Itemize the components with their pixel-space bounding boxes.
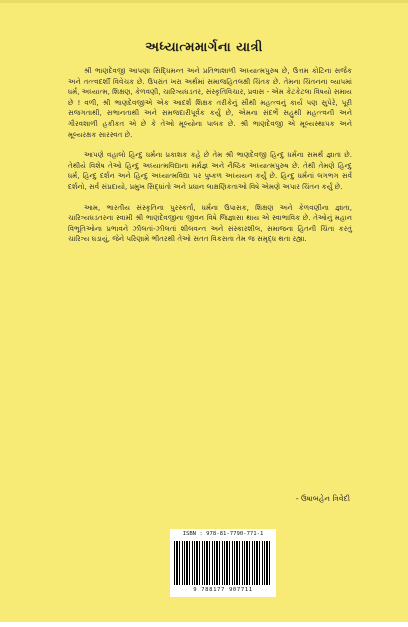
cover-bottom-edge	[0, 622, 408, 627]
page-title: અધ્યાત્મમાર્ગના યાત્રી	[145, 40, 263, 55]
paragraph-3: આમ, ભારતીય સંસ્કૃતિના પુરસ્કર્તા, ધર્મના ઉપાસક, શિક્ષણ અને કેળવણીના જ્ઞાતા, ચારિત્ર્યઘડતરના સ્વામી શ્રી ભાણદેવજીના જીવન વિષે જિજ્ઞાસા થાય એ સ્વાભાવિક છે. તેઓનું મહાન વિભૂતિઓના પ્રભાવને ઝીલતાં-ઝીલતાં શીલવન્ત અને સંસ્કારશીલ, સમાજના હિતની ચિંતા કરતું ચારિત્ર્ય ઘડાયું, જેને પરિણામે ભીતરથી તેઓ સતત વિકસતા તેમ જ સમૃદ્ધ થતા રહ્યા.	[68, 202, 352, 244]
barcode-panel	[170, 529, 276, 597]
blurb-text	[68, 66, 352, 255]
isbn-label: ISBN : 978-81-7790-771-1	[182, 531, 264, 537]
barcode-icon	[174, 541, 272, 585]
paragraph-1: શ્રી ભાણદેવજી આપણા સિદ્ધિમન્ત અને પ્રતિભાશાળી અધ્યાત્મપુરુષ છે, ઉત્તમ કોટિના સર્જક અને તત્ત્વદર્શી વિવેચક છે. ઉપરાંત ખરા અર્થમાં સમાજહિતલક્ષી ચિંતક છે. તેમના ચિંતનના વ્યાપમાં ધર્મ, અધ્યાત્મ, શિક્ષણ, કેળવણી, ચારિત્ર્યઘડતર, સંસ્કૃતિવિચાર, પ્રવાસ - એમ કેટકેટલા વિષયો સમાય છે ! વળી, શ્રી ભાણદેવજીએ એક આદર્શ શિક્ષક તરીકેનું સૌથી મહત્ત્વનું કાર્ય પણ સુપેરે, પૂરી સજગતાથી, સભાનતાથી અને સમજદારીપૂર્વક કર્યું છે, એમના સંદર્ભે સહુથી મહત્ત્વની અને ગૌરવશાળી હકીકત એ છે કે તેઓ મૂલ્યોના પાલક છે. શ્રી ભાણદેવજી એ મૂલ્યસ્થાપક અને મૂલ્યરક્ષક સારસ્વત છે.	[68, 66, 352, 139]
paragraph-2: આપણે વહાલો હિન્દુ ધર્મના પ્રકાશક કહે છે તેમ શ્રી ભાણદેવજી હિન્દુ ધર્મના સમર્થ જ્ઞાતા છે. તેથીયે વિશેષ તેઓ હિન્દુ અધ્યાત્મવિદ્યાના મર્મજ્ઞ અને નૈષ્ઠિક અધ્યાત્મપુરુષ છે. તેથી તેમણે હિન્દુ ધર્મ, હિન્દુ દર્શન અને હિન્દુ અધ્યાત્મવિદ્યા પર પુષ્કળ અધ્યયન કર્યું છે. હિન્દુ ધર્મનાં લગભગ સર્વ દર્શનો, સર્વ સંપ્રદાયો, પ્રમુખ સિદ્ધાંતો અને પ્રધાન લાક્ષણિકતાઓ વિષે એમણે અપાર ચિંતન કર્યું છે.	[68, 150, 352, 191]
author-signature: - ઉષાબહેન ત્રિવેદી	[295, 494, 350, 503]
cover-top-edge	[0, 0, 408, 3]
barcode-number: 9 788177 907711	[193, 587, 253, 593]
